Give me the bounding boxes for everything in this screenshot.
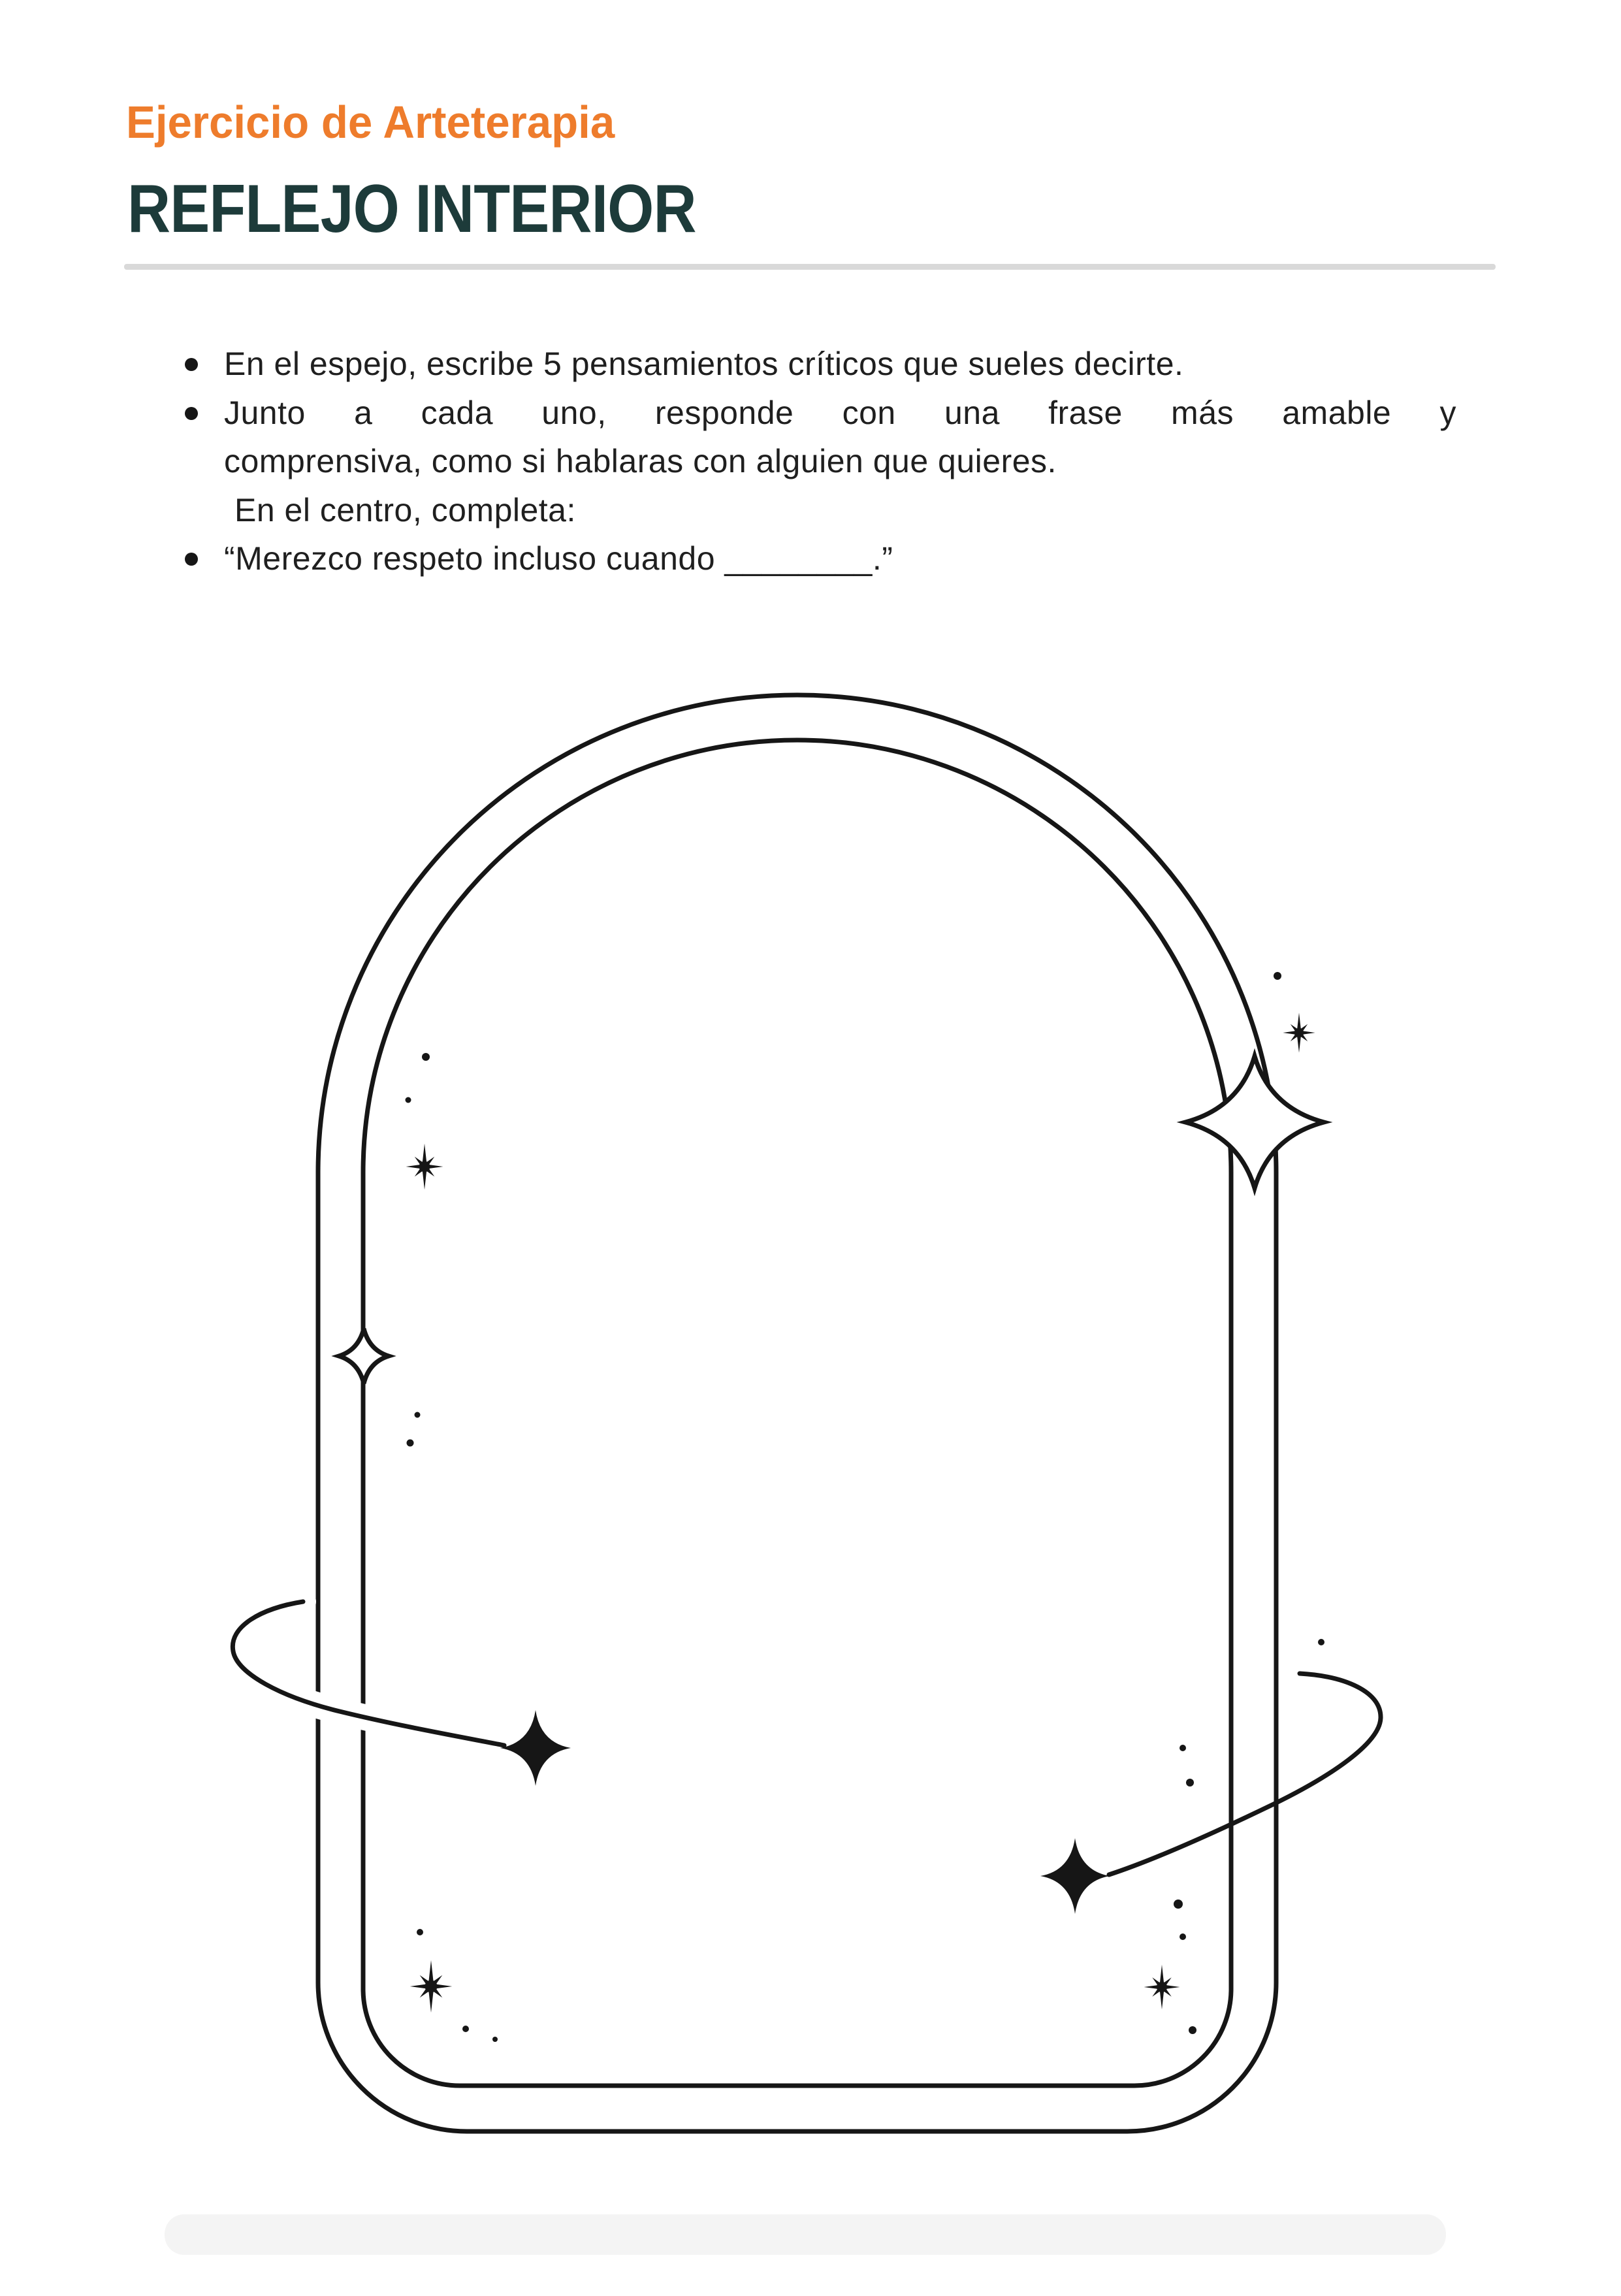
list-item-continuation: En el centro, completa: — [234, 491, 576, 528]
diamond-sparkle-icon — [1185, 1056, 1324, 1188]
asterisk-sparkle-icon — [406, 1144, 443, 1190]
list-item: Junto a cada uno, responde con una frase más amable y — [224, 389, 1456, 438]
dot-icon — [406, 1097, 411, 1103]
asterisk-center — [1294, 1028, 1304, 1038]
mirror-inner-frame — [363, 740, 1231, 2086]
list-item-continuation: comprensiva, como si hablaras con alguien que quieres. — [224, 443, 1057, 479]
dot-icon — [407, 1440, 414, 1447]
right-orbit-swoosh — [1109, 1673, 1381, 1875]
filled-star-icon — [1040, 1838, 1110, 1914]
dot-icon — [1186, 1779, 1194, 1787]
asterisk-center — [1157, 1982, 1167, 1992]
asterisk-sparkle-icon — [410, 1960, 453, 2013]
asterisk-sparkle-icon — [1144, 1965, 1180, 2009]
dot-icon — [422, 1053, 430, 1061]
dot-icon — [1274, 972, 1281, 980]
filled-star-icon — [500, 1710, 571, 1786]
mirror-outer-frame — [318, 695, 1276, 2131]
dot-icon — [1180, 1933, 1186, 1940]
page-title: REFLEJO INTERIOR — [127, 171, 696, 247]
dot-icon — [415, 1412, 421, 1418]
page-footer-bar — [165, 2214, 1446, 2255]
asterisk-center — [425, 1980, 437, 1992]
exercise-eyebrow: Ejercicio de Arteterapia — [126, 97, 615, 148]
asterisk-center — [419, 1161, 430, 1172]
dot-icon — [1189, 2026, 1196, 2034]
diamond-sparkle-icon — [339, 1329, 389, 1383]
dot-icon — [1318, 1639, 1324, 1645]
dot-icon — [1174, 1900, 1183, 1909]
dot-icon — [462, 2026, 469, 2032]
asterisk-sparkle-icon — [1283, 1012, 1315, 1052]
dot-icon — [1180, 1745, 1186, 1751]
list-item: “Merezco respeto incluso cuando ________.” — [224, 534, 1456, 583]
list-item: En el espejo, escribe 5 pensamientos críticos que sueles decirte. — [224, 340, 1456, 389]
dot-icon — [492, 2037, 498, 2042]
left-orbit-swoosh-halo — [233, 1602, 504, 1745]
dot-icon — [417, 1929, 423, 1935]
